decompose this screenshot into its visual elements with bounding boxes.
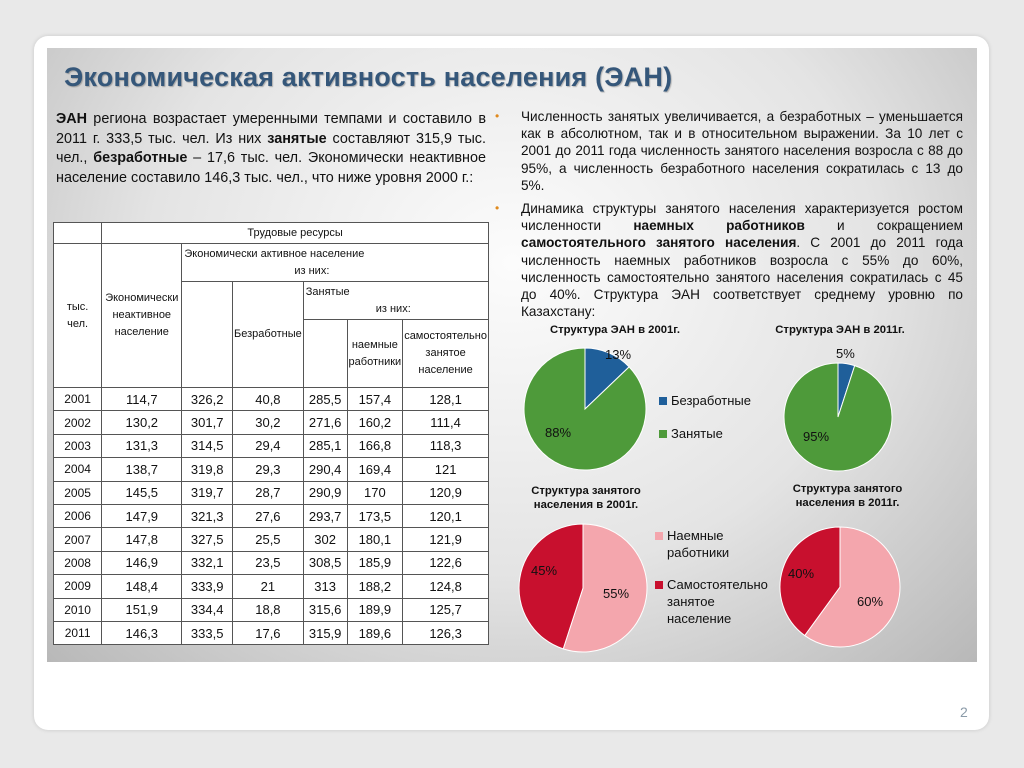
header-employed-total-blank [303,320,347,388]
table-cell-value: 301,7 [182,411,233,434]
table-cell-value: 124,8 [403,575,489,598]
table-cell-value: 315,6 [303,598,347,621]
table-cell-value: 17,6 [233,621,304,644]
table-cell-value: 130,2 [102,411,182,434]
intro-text [56,110,486,188]
chart-employed-2011-label-self: 40% [788,566,815,581]
bullet-item-1 [495,108,963,194]
table-cell-value: 157,4 [347,388,403,411]
table-cell-value: 147,8 [102,528,182,551]
chart-eap-2001-title: Структура ЭАН в 2001г. [549,324,681,336]
legend-unemployed-label: Безработные [671,393,751,408]
header-self-employed: самостоятельно занятое население [403,320,489,388]
table-cell-value: 302 [303,528,347,551]
table-cell-year: 2006 [54,504,102,527]
header-active-total-blank [182,282,233,388]
table-cell-value: 160,2 [347,411,403,434]
slide-title: Экономическая активность населения (ЭАН) [64,62,673,92]
table-row [54,528,489,551]
legend-hired-swatch [655,532,663,540]
table-row [54,481,489,504]
table-cell-value: 28,7 [233,481,304,504]
labor-resources-table [53,222,489,645]
table-cell-value: 180,1 [347,528,403,551]
chart-employed-2001-title: Структура занятого населения в 2001г. [531,485,641,511]
header-unemployed: Безработные [233,282,304,388]
header-active-of-them: из них: [294,264,330,277]
table-cell-value: 319,7 [182,481,233,504]
table-cell-value: 138,7 [102,458,182,481]
table-cell-value: 125,7 [403,598,489,621]
table-cell-value: 114,7 [102,388,182,411]
legend-employed-swatch [659,430,667,438]
intro-eap: ЭАН [56,111,88,127]
chart-eap-2011-label-unemployed: 5% [836,346,855,361]
legend-employed-label: Занятые [671,426,723,441]
table-cell-value: 40,8 [233,388,304,411]
table-cell-value: 285,5 [303,388,347,411]
table-cell-value: 327,5 [182,528,233,551]
table-cell-value: 126,3 [403,621,489,644]
table-cell-year: 2005 [54,481,102,504]
table-row [54,458,489,481]
table-cell-value: 23,5 [233,551,304,574]
bullet-text-2e: . С 2001 до 2011 года численность наемных работников возросла с 55% до 60%, численность самостоятельно занятого населения сократилась с 45 до 40%. Структура ЭАН соответствует среднему уровню по Казахстану: [521,235,964,320]
table-cell-value: 326,2 [182,388,233,411]
table-cell-value: 293,7 [303,504,347,527]
intro-part2: региона возрастает умеренными темпами и составило в 2011 г. 333,5 тыс. чел. Из них [56,111,486,147]
chart-employed-2011 [779,526,901,648]
table-cell-value: 290,4 [303,458,347,481]
chart-eap-2001 [523,347,647,471]
table-cell-value: 333,9 [182,575,233,598]
table-cell-value: 314,5 [182,434,233,457]
table-cell-value: 169,4 [347,458,403,481]
table-cell-year: 2003 [54,434,102,457]
table-cell-year: 2009 [54,575,102,598]
chart-eap-2001-label-unemployed: 13% [605,347,632,362]
table-cell-value: 145,5 [102,481,182,504]
bullet-text-2a: Динамика структуры занятого населения характеризуется ростом численности [521,201,963,234]
header-employed-of-them: из них: [375,302,411,315]
table-cell-value: 321,3 [182,504,233,527]
table-cell-value: 111,4 [403,411,489,434]
table-cell-value: 151,9 [102,598,182,621]
table-cell-value: 121,9 [403,528,489,551]
table-cell-value: 271,6 [303,411,347,434]
legend-self-label: Самостоятельно занятое население [667,577,768,626]
table-body [54,388,489,645]
table-cell-value: 313 [303,575,347,598]
header-labor-resources: Трудовые ресурсы [102,223,489,244]
table-cell-year: 2010 [54,598,102,621]
table-cell-value: 146,9 [102,551,182,574]
legend-employed [659,425,751,442]
bullet-text-2d: самостоятельного занятого населения [521,235,797,251]
table-cell-value: 29,4 [233,434,304,457]
intro-employed: занятые [267,130,327,147]
table-cell-value: 290,9 [303,481,347,504]
legend-unemployed [659,392,751,409]
table-cell-value: 118,3 [403,434,489,457]
table-cell-value: 21 [233,575,304,598]
table-row [54,434,489,457]
legend-employed-structure [655,527,780,627]
bullet-text-1: Численность занятых увеличивается, а безработных – уменьшается как в абсолютном, так и в относительном выражении. За 10 лет с 2001 до 2011 года численность занятого населения возросла с 88 до 95%, а численность безработного населения сократилась с 13 до 5%. [521,109,963,193]
table-cell-year: 2007 [54,528,102,551]
page-number: 2 [960,704,968,720]
legend-hired [655,527,780,561]
table-cell-value: 189,9 [347,598,403,621]
table-row [54,551,489,574]
chart-eap-2011 [783,362,893,472]
legend-eap [659,392,751,442]
table-cell-value: 25,5 [233,528,304,551]
table-cell-value: 173,5 [347,504,403,527]
legend-self [655,576,780,627]
table-cell-value: 120,1 [403,504,489,527]
table-cell-value: 189,6 [347,621,403,644]
pie-slice-занятые [784,363,892,471]
table-cell-value: 18,8 [233,598,304,621]
table-cell-value: 170 [347,481,403,504]
table-cell-year: 2002 [54,411,102,434]
intro-part6: – 17,6 тыс. чел. Экономически неактивное население составило 146,3 тыс. чел., что ниже уровня 2000 г.: [56,150,486,186]
table-cell-value: 148,4 [102,575,182,598]
header-active [182,244,489,282]
chart-eap-2011-title: Структура ЭАН в 2011г. [775,324,905,336]
chart-employed-2011-label-hired: 60% [857,594,884,609]
header-hired: наемные работники [347,320,403,388]
table-row [54,575,489,598]
table-cell-value: 188,2 [347,575,403,598]
bullet-text-2b: наемных работников [633,218,805,234]
table-cell-value: 146,3 [102,621,182,644]
intro-part4: составляют 315,9 тыс. чел., [56,130,486,166]
table-cell-value: 121 [403,458,489,481]
table-cell-value: 333,5 [182,621,233,644]
chart-eap-2001-label-employed: 88% [545,425,572,440]
bullet-text-2c: и сокращением [804,218,963,234]
header-employed-group [303,282,488,320]
table-row [54,411,489,434]
table-cell-value: 147,9 [102,504,182,527]
header-unit: тыс. чел. [54,244,102,388]
table-cell-value: 27,6 [233,504,304,527]
table-cell-value: 128,1 [403,388,489,411]
table-cell-value: 332,1 [182,551,233,574]
chart-eap-2011-label-employed: 95% [803,429,830,444]
bullet-list [495,108,964,326]
table-cell-year: 2011 [54,621,102,644]
legend-unemployed-swatch [659,397,667,405]
bullet-dot-icon: • [495,201,500,216]
table-row [54,504,489,527]
table-cell-value: 29,3 [233,458,304,481]
table-cell-value: 319,8 [182,458,233,481]
chart-employed-2001-label-hired: 55% [603,586,630,601]
table-cell-value: 131,3 [102,434,182,457]
header-employed: Занятые [305,285,350,298]
table-row [54,598,489,621]
legend-self-swatch [655,581,663,589]
table-cell-value: 315,9 [303,621,347,644]
table-cell-value: 122,6 [403,551,489,574]
table-cell-value: 30,2 [233,411,304,434]
chart-employed-2001-label-self: 45% [531,563,558,578]
bullet-item-2 [495,200,964,320]
bullet-dot-icon: • [495,109,500,123]
table-cell-year: 2004 [54,458,102,481]
header-active-label: Экономически активное население [184,247,365,260]
table-cell-year: 2008 [54,551,102,574]
header-inactive: Экономически неактивное население [102,244,182,388]
table-cell-year: 2001 [54,388,102,411]
table-row [54,388,489,411]
chart-employed-2011-title: Структура занятого населения в 2011г. [792,483,903,509]
intro-unemployed: безработные [93,150,188,166]
legend-hired-label: Наемные работники [667,528,730,560]
table-cell-value: 334,4 [182,598,233,621]
table-corner-cell [54,223,102,244]
table-cell-value: 308,5 [303,551,347,574]
table-cell-value: 285,1 [303,434,347,457]
table-cell-value: 166,8 [347,434,403,457]
table-cell-value: 185,9 [347,551,403,574]
table-row [54,621,489,644]
table-cell-value: 120,9 [403,481,489,504]
